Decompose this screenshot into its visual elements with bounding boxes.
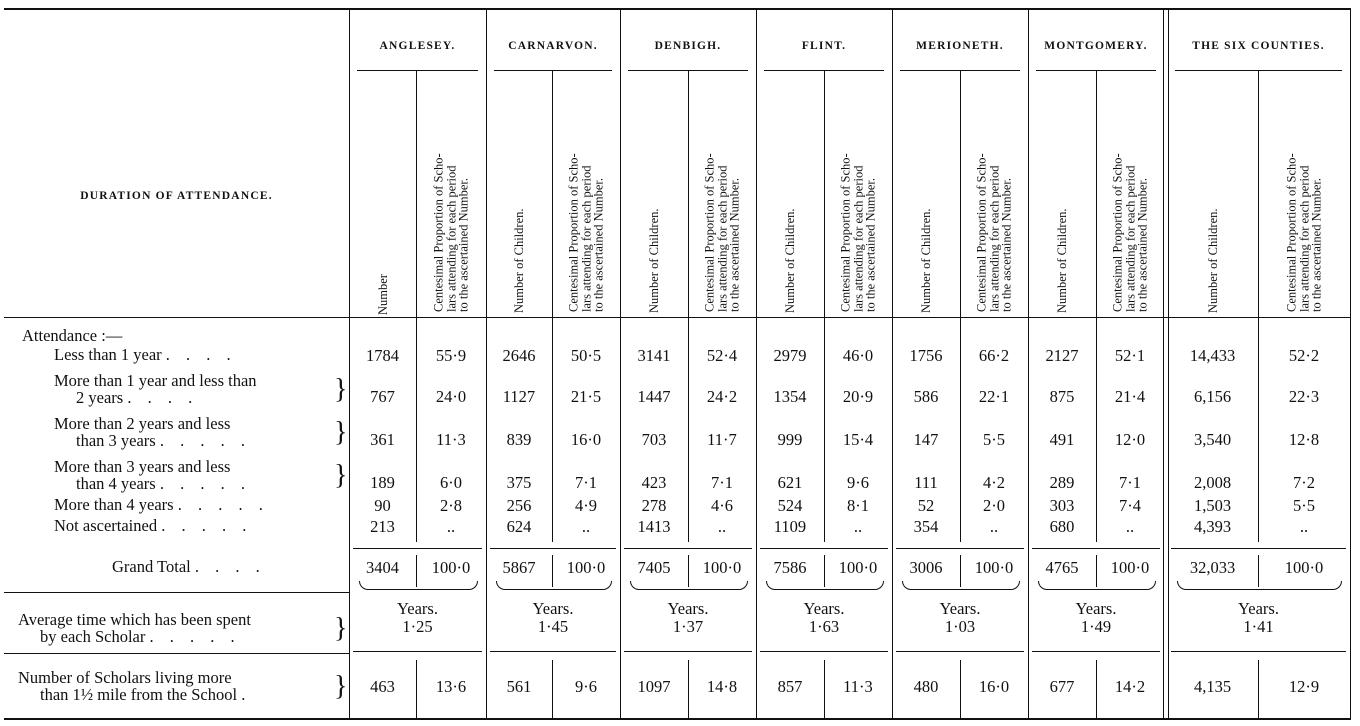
grand-total-cell: 3404 — [366, 558, 399, 577]
distance-cell: 480 — [913, 677, 939, 696]
label-line: than 3 years . . . . . — [76, 431, 251, 450]
table-cell: 4·2 — [983, 473, 1005, 492]
label-line: than 4 years . . . . . — [76, 474, 251, 493]
grand-total-cell: 5867 — [502, 558, 536, 577]
county-header: MERIONETH. — [916, 40, 1004, 52]
table-cell: 50·5 — [570, 346, 602, 365]
horizontal-rule — [624, 548, 752, 549]
table-cell: 52·2 — [1288, 346, 1320, 365]
proportion-column-header: Centesimal Proportion of Scho- lars attending for each period to the ascertained Number. — [1284, 153, 1324, 312]
under-brace — [1177, 581, 1342, 590]
under-brace — [902, 581, 1020, 590]
average-cell — [1028, 600, 1164, 636]
label-line: More than 3 years and less — [54, 457, 231, 476]
table-cell: 491 — [1049, 430, 1075, 449]
label-line: Less than 1 year . . . . — [54, 345, 237, 364]
table-cell: 1413 — [637, 517, 671, 536]
horizontal-rule — [1175, 70, 1342, 71]
table-cell: 6·0 — [440, 473, 462, 492]
horizontal-rule — [900, 70, 1020, 71]
label-line: Grand Total . . . . — [112, 557, 266, 576]
horizontal-rule — [764, 70, 884, 71]
table-cell: 256 — [506, 496, 532, 515]
label-line: More than 4 years . . . . . — [54, 495, 269, 514]
horizontal-rule — [1032, 548, 1160, 549]
table-cell: 624 — [506, 517, 532, 536]
table-cell: 423 — [641, 473, 667, 492]
leader-dots: . . . . . — [177, 495, 269, 514]
table-cell: .. — [1125, 517, 1135, 536]
table-cell: 1354 — [773, 387, 807, 406]
proportion-column-header: Centesimal Proportion of Scho- lars attending for each period to the ascertained Number. — [838, 153, 878, 312]
table-cell: 24·2 — [706, 387, 738, 406]
under-brace — [359, 581, 478, 590]
number-column-header: Number — [375, 274, 390, 315]
right-brace: } — [334, 417, 348, 448]
average-cell — [349, 600, 486, 636]
table-cell: 46·0 — [842, 346, 874, 365]
vertical-rule — [824, 70, 825, 318]
grand-total-cell: 100·0 — [702, 558, 742, 577]
attendance-label: Attendance :— — [22, 326, 123, 345]
county-header: ANGLESEY. — [379, 40, 456, 52]
label-line: Average time which has been spent — [18, 610, 251, 629]
table-cell: 375 — [506, 473, 532, 492]
leader-dots: . . . . . — [161, 516, 253, 535]
leader-dots: . . . . — [194, 557, 266, 576]
table-cell: 12·8 — [1288, 430, 1320, 449]
proportion-column-header: Centesimal Proportion of Scho- lars attending for each period to the ascertained Number. — [431, 153, 471, 312]
horizontal-rule — [760, 651, 888, 652]
label-line: More than 1 year and less than — [54, 371, 257, 390]
number-column-header: Number of Children. — [1054, 208, 1069, 313]
leader-dots: . — [241, 685, 252, 704]
table-cell: 621 — [777, 473, 803, 492]
table-cell: 1127 — [502, 387, 536, 406]
leader-dots: . . . . . — [159, 431, 251, 450]
table-cell: 7·2 — [1293, 473, 1315, 492]
table-cell: 3141 — [637, 346, 671, 365]
table-cell: 1756 — [909, 346, 943, 365]
horizontal-rule — [896, 548, 1024, 549]
vertical-rule — [960, 70, 961, 318]
label-line: More than 2 years and less — [54, 414, 231, 433]
table-cell: 1784 — [366, 346, 399, 365]
county-header: DENBIGH. — [654, 40, 722, 52]
table-cell: 66·2 — [978, 346, 1010, 365]
table-cell: .. — [717, 517, 727, 536]
county-header: MONTGOMERY. — [1044, 40, 1148, 52]
table-cell: 189 — [370, 473, 395, 492]
table-cell: 20·9 — [842, 387, 874, 406]
table-cell: 6,156 — [1193, 387, 1232, 406]
table-cell: 22·1 — [978, 387, 1010, 406]
table-cell: 52·4 — [706, 346, 738, 365]
grand-total-cell: 7586 — [773, 558, 807, 577]
grand-total-cell: 100·0 — [1284, 558, 1324, 577]
table-cell: 1447 — [637, 387, 671, 406]
label-line: 2 years . . . . — [76, 388, 199, 407]
years-label: Years. — [1238, 599, 1279, 618]
leader-dots: . . . . . — [159, 474, 251, 493]
table-cell: 361 — [370, 430, 395, 449]
horizontal-rule — [490, 651, 616, 652]
county-header: FLINT. — [801, 40, 847, 52]
distance-cell: 1097 — [637, 677, 671, 696]
table-cell: 213 — [370, 517, 395, 536]
distance-cell: 14·8 — [706, 677, 738, 696]
number-column-header: Number of Children. — [646, 208, 661, 313]
years-label: Years. — [532, 599, 574, 618]
table-cell: 9·6 — [847, 473, 869, 492]
table-cell: .. — [446, 517, 456, 536]
grand-total-cell: 7405 — [637, 558, 671, 577]
grand-total-cell: 3006 — [909, 558, 943, 577]
grand-total-cell: 100·0 — [431, 558, 471, 577]
grand-total-cell: 100·0 — [1110, 558, 1150, 577]
table-cell: 303 — [1049, 496, 1075, 515]
horizontal-rule — [1036, 70, 1156, 71]
table-cell: 15·4 — [842, 430, 874, 449]
leader-dots: . . . . — [165, 345, 237, 364]
horizontal-rule — [1171, 548, 1346, 549]
horizontal-rule — [4, 653, 349, 654]
distance-cell: 13·6 — [435, 677, 467, 696]
distance-cell: 12·9 — [1288, 677, 1320, 696]
table-cell: 8·1 — [847, 496, 869, 515]
years-label: Years. — [667, 599, 709, 618]
table-cell: 22·3 — [1288, 387, 1320, 406]
distance-cell: 16·0 — [978, 677, 1010, 696]
table-cell: 24·0 — [435, 387, 467, 406]
table-cell: 2646 — [502, 346, 536, 365]
table-cell: 7·4 — [1119, 496, 1141, 515]
table-cell: 55·9 — [435, 346, 467, 365]
number-column-header: Number of Children. — [782, 208, 797, 313]
number-column-header: Number of Children. — [918, 208, 933, 313]
years-label: Years. — [1075, 599, 1117, 618]
number-column-header: Number of Children. — [511, 208, 526, 313]
grand-total-cell: 4765 — [1045, 558, 1079, 577]
table-cell: .. — [853, 517, 863, 536]
table-cell: 1,503 — [1193, 496, 1232, 515]
county-header: CARNARVON. — [508, 40, 598, 52]
table-cell: 14,433 — [1189, 346, 1236, 365]
label-line: Not ascertained . . . . . — [54, 516, 253, 535]
distance-cell: 677 — [1049, 677, 1075, 696]
county-header: THE SIX COUNTIES. — [1192, 40, 1325, 52]
grand-total-cell: 100·0 — [838, 558, 878, 577]
horizontal-rule — [353, 651, 482, 652]
statistical-table — [4, 8, 1351, 720]
table-cell: 703 — [641, 430, 667, 449]
table-cell: 2,008 — [1193, 473, 1232, 492]
distance-cell: 463 — [370, 677, 395, 696]
table-cell: 3,540 — [1193, 430, 1232, 449]
average-cell — [620, 600, 756, 636]
table-cell: 52·1 — [1114, 346, 1146, 365]
horizontal-rule — [490, 548, 616, 549]
right-brace: } — [334, 374, 348, 405]
horizontal-rule — [4, 317, 1350, 318]
average-cell — [892, 600, 1028, 636]
distance-cell: 857 — [777, 677, 803, 696]
label-line: by each Scholar . . . . . — [40, 627, 241, 646]
vertical-rule — [1096, 70, 1097, 318]
proportion-column-header: Centesimal Proportion of Scho- lars attending for each period to the ascertained Number. — [566, 153, 606, 312]
table-cell: 2·8 — [440, 496, 462, 515]
horizontal-rule — [1171, 651, 1346, 652]
table-cell: 52 — [917, 496, 935, 515]
table-cell: .. — [581, 517, 591, 536]
under-brace — [1038, 581, 1156, 590]
table-cell: .. — [989, 517, 999, 536]
table-cell: 5·5 — [1293, 496, 1315, 515]
under-brace — [766, 581, 884, 590]
table-cell: 524 — [777, 496, 803, 515]
right-brace: } — [334, 460, 348, 491]
table-cell: 4,393 — [1193, 517, 1232, 536]
leader-dots: . . . . . — [149, 627, 241, 646]
right-brace: } — [334, 613, 348, 644]
horizontal-rule — [896, 651, 1024, 652]
table-cell: 278 — [641, 496, 667, 515]
years-label: Years. — [803, 599, 845, 618]
horizontal-rule — [760, 548, 888, 549]
distance-cell: 4,135 — [1193, 677, 1232, 696]
grand-total-cell: 100·0 — [974, 558, 1014, 577]
vertical-rule — [416, 70, 417, 318]
table-cell: 21·4 — [1114, 387, 1146, 406]
label-line: than 1½ mile from the School . — [40, 685, 252, 704]
duration-header: DURATION OF ATTENDANCE. — [80, 190, 273, 202]
table-cell: 289 — [1049, 473, 1075, 492]
table-cell: 839 — [506, 430, 532, 449]
grand-total-cell: 32,033 — [1189, 558, 1236, 577]
average-value: 1·37 — [672, 617, 704, 636]
number-column-header: Number of Children. — [1205, 208, 1220, 313]
average-value: 1·45 — [537, 617, 569, 636]
table-cell: .. — [1299, 517, 1309, 536]
horizontal-rule — [494, 70, 612, 71]
horizontal-rule — [4, 592, 349, 593]
distance-cell: 11·3 — [843, 677, 873, 696]
table-cell: 147 — [913, 430, 939, 449]
under-brace — [630, 581, 748, 590]
horizontal-rule — [624, 651, 752, 652]
average-value: 1·63 — [808, 617, 840, 636]
table-cell: 1109 — [773, 517, 807, 536]
table-cell: 2979 — [773, 346, 807, 365]
average-value: 1·25 — [402, 617, 433, 636]
table-cell: 11·7 — [707, 430, 737, 449]
proportion-column-header: Centesimal Proportion of Scho- lars attending for each period to the ascertained Number. — [702, 153, 742, 312]
distance-cell: 9·6 — [575, 677, 597, 696]
horizontal-rule — [357, 70, 478, 71]
table-cell: 4·9 — [575, 496, 597, 515]
table-cell: 11·3 — [436, 430, 466, 449]
horizontal-rule — [628, 70, 748, 71]
table-cell: 7·1 — [1119, 473, 1141, 492]
horizontal-rule — [1032, 651, 1160, 652]
proportion-column-header: Centesimal Proportion of Scho- lars attending for each period to the ascertained Number. — [974, 153, 1014, 312]
average-value: 1·03 — [944, 617, 976, 636]
table-cell: 5·5 — [983, 430, 1005, 449]
table-cell: 999 — [777, 430, 803, 449]
average-value: 1·49 — [1080, 617, 1112, 636]
table-cell: 111 — [914, 473, 938, 492]
table-cell: 7·1 — [575, 473, 597, 492]
horizontal-rule — [353, 548, 482, 549]
table-cell: 680 — [1049, 517, 1075, 536]
table-cell: 4·6 — [711, 496, 733, 515]
table-cell: 586 — [913, 387, 939, 406]
table-cell: 16·0 — [570, 430, 602, 449]
average-value: 1·41 — [1243, 617, 1274, 636]
leader-dots: . . . . — [127, 388, 199, 407]
vertical-rule — [688, 70, 689, 318]
table-cell: 21·5 — [570, 387, 602, 406]
average-cell — [756, 600, 892, 636]
table-cell: 7·1 — [711, 473, 733, 492]
vertical-rule — [552, 70, 553, 318]
table-cell: 2127 — [1045, 346, 1079, 365]
proportion-column-header: Centesimal Proportion of Scho- lars attending for each period to the ascertained Number. — [1110, 153, 1150, 312]
table-cell: 354 — [913, 517, 939, 536]
distance-cell: 561 — [506, 677, 532, 696]
average-cell — [486, 600, 620, 636]
table-cell: 12·0 — [1114, 430, 1146, 449]
label-line: Number of Scholars living more — [18, 668, 232, 687]
grand-total-cell: 100·0 — [566, 558, 606, 577]
table-cell: 767 — [370, 387, 395, 406]
average-cell — [1167, 600, 1350, 636]
vertical-rule — [1258, 70, 1259, 318]
under-brace — [496, 581, 612, 590]
table-cell: 875 — [1049, 387, 1075, 406]
table-cell: 2·0 — [983, 496, 1005, 515]
right-brace: } — [334, 671, 348, 702]
table-cell: 90 — [374, 496, 391, 515]
distance-cell: 14·2 — [1114, 677, 1146, 696]
years-label: Years. — [939, 599, 981, 618]
years-label: Years. — [397, 599, 438, 618]
